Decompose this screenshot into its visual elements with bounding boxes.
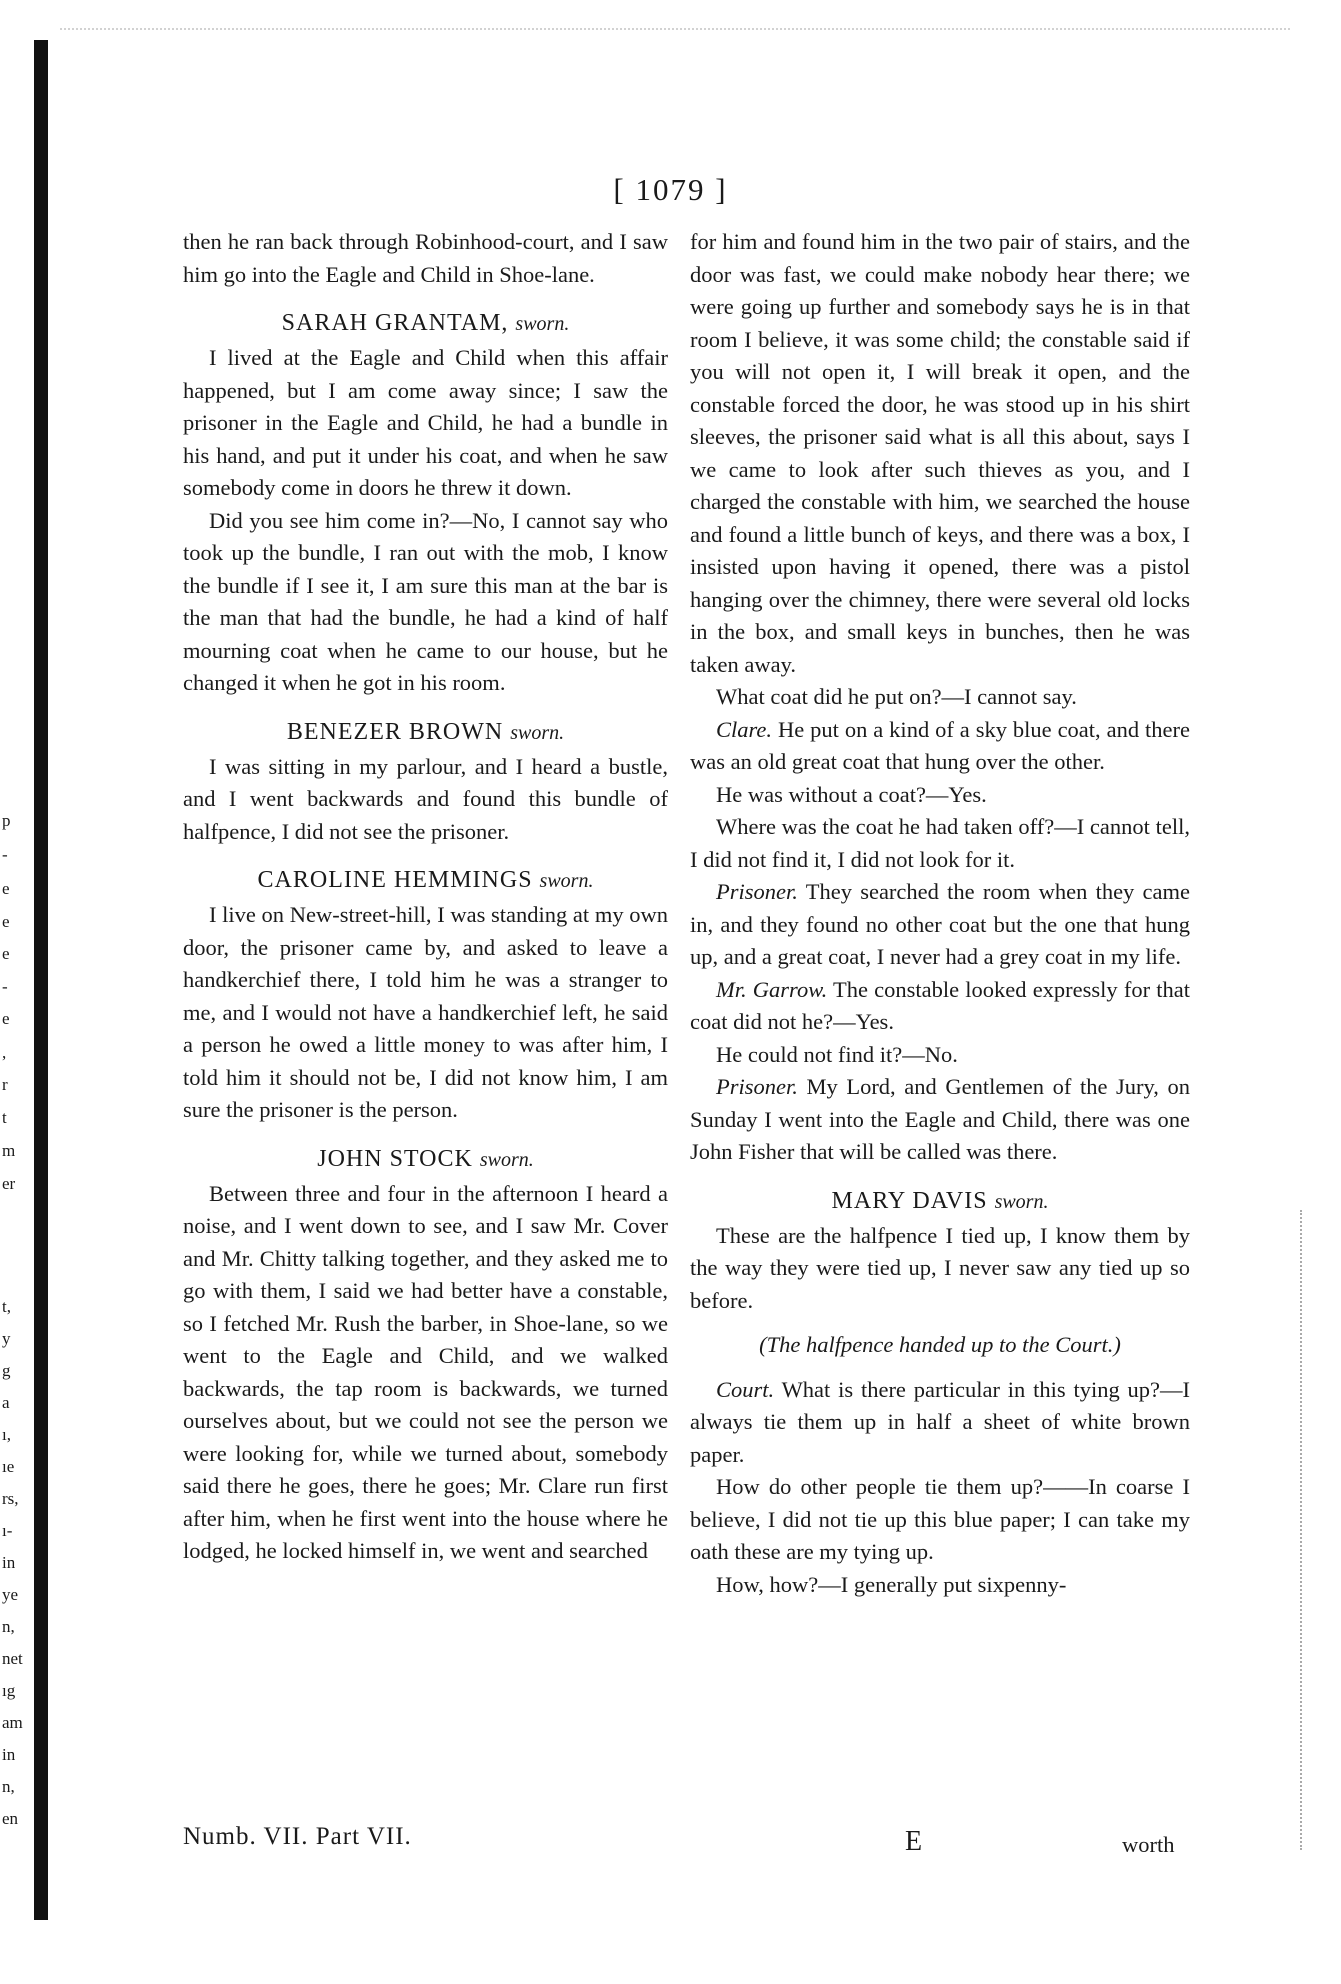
margin-fragment: , [2, 1043, 7, 1062]
paragraph-text: My Lord, and Gentlemen of the Jury, on Sunday I went into the Eagle and Child, there was one John Fisher that will be called was there. [690, 1074, 1191, 1164]
margin-fragment: t, [2, 1297, 11, 1316]
left-margin-fragments [0, 0, 30, 1984]
paragraph: He was without a coat?—Yes. [716, 781, 987, 807]
paragraph: for him and found him in the two pair of stairs, and the door was fast, we could make nobody hear there; we were going up further and somebody says he is in that room I believe, it was some child; the constable said if you will not open it, I will break it open, and the constable forced the door, he was stood up in his shirt sleeves, the prisoner said what is all this about, says I we came to look after such thieves as you, and I charged the constable with him, we searched the house and found a little bunch of keys, and there was a box, I insisted upon having it opened, there was a pistol hanging over the chimney, there were several old locks in the box, and small keys in bunches, then he was taken away. [690, 229, 1190, 677]
left-column [183, 226, 668, 1568]
witness-heading [690, 1185, 1190, 1218]
margin-fragment: t [2, 1108, 7, 1127]
witness-name: BENEZER BROWN [286, 718, 504, 745]
paragraph: Between three and four in the afternoon I heard a noise, and I went down to see, and I saw Mr. Cover and Mr. Chitty talking together, and they asked me to go with them, I said we had better have a constable, so I fetched Mr. Rush the barber, in Shoe-lane, so we went to the Eagle and Child, and we walked backwards, the tap room is backwards, we turned ourselves about, but we could not see the person we were looking for, while we turned about, somebody said there he goes, there he goes; Mr. Clare run first after him, when he first went into the house where he lodged, he locked himself in, we went and searched [183, 1180, 668, 1563]
paragraph [690, 714, 1190, 779]
paragraph: He could not find it?—No. [716, 1041, 958, 1067]
paragraph: then he ran back through Robinhood-court, and I saw him go into the Eagle and Child in Shoe-lane. [183, 229, 668, 287]
court-note: (The halfpence handed up to the Court.) [759, 1332, 1121, 1357]
paragraph: What coat did he put on?—I cannot say. [716, 684, 1077, 709]
margin-fragment: en [2, 1809, 19, 1828]
oath-label: sworn. [515, 313, 570, 335]
paragraph: Did you see him come in?—No, I cannot say who took up the bundle, I ran out with the mob, I know the bundle if I see it, I am sure this man at the bar is the man that had the bundle, he had a kind of half mourning coat when he came to our house, but he changed it when he got in his room. [183, 507, 668, 695]
paragraph: I was sitting in my parlour, and I heard a bustle, and I went backwards and found this bundle of halfpence, I did not see the prisoner. [183, 753, 668, 844]
margin-fragment: n, [2, 1617, 15, 1636]
witness-heading [183, 307, 668, 340]
margin-fragment: n, [2, 1777, 15, 1796]
oath-label: sworn. [539, 870, 594, 892]
margin-fragment: er [2, 1174, 16, 1193]
witness-name: CAROLINE HEMMINGS [257, 867, 533, 893]
margin-fragment: r [2, 1075, 8, 1094]
speaker-label: Prisoner. [716, 879, 798, 904]
paragraph-text: They searched the room when they came in, and they found no other coat but the one that hung up, and a great coat, I never had a grey coat in my life. [690, 879, 1191, 969]
witness-heading [183, 1143, 668, 1176]
right-edge-noise [1300, 1210, 1302, 1850]
margin-fragment: - [2, 977, 8, 996]
paragraph-text: What is there particular in this tying up?—I always tie them up in half a sheet of white brown paper. [690, 1376, 1190, 1467]
paragraph: I lived at the Eagle and Child when this affair happened, but I am come away since; I saw the prisoner in the Eagle and Child, he had a bundle in his hand, and put it under his coat, and when he saw somebody come in doors he threw it down. [183, 345, 668, 500]
margin-fragment: ıg [2, 1681, 16, 1700]
paragraph: These are the halfpence I tied up, I know them by the way they were tied up, I never saw any tied up so before. [690, 1222, 1190, 1313]
oath-label: sworn. [994, 1190, 1049, 1213]
oath-label: sworn. [510, 721, 565, 744]
margin-fragment: g [2, 1361, 11, 1380]
paragraph [690, 1374, 1190, 1472]
paragraph-text: He put on a kind of a sky blue coat, and there was an old great coat that hung over the other. [690, 716, 1190, 774]
witness-heading [183, 864, 668, 897]
paragraph: How do other people tie them up?——In coarse I believe, I did not tie up this blue paper; I can take my oath these are my tying up. [690, 1474, 1190, 1564]
witness-name: JOHN STOCK [317, 1145, 473, 1172]
margin-fragment: rs, [2, 1489, 19, 1508]
paragraph: Where was the coat he had taken off?—I cannot tell, I did not find it, I did not look for it. [690, 814, 1190, 872]
paragraph: I live on New-street-hill, I was standing at my own door, the prisoner came by, and asked to leave a handkerchief there, I told him he was a stranger to me, and I would not have a handkerchief left, he said a person he owed a little money to was after him, I told him it should not be, I did not know him, I am sure the prisoner is the person. [183, 902, 668, 1122]
paragraph-text: The constable looked expressly for that coat did not he?—Yes. [690, 976, 1191, 1034]
margin-fragment: ı, [2, 1425, 11, 1444]
paragraph [690, 1071, 1190, 1169]
margin-fragment: ye [2, 1585, 19, 1604]
margin-fragment: e [2, 912, 10, 931]
signature-mark: E [905, 1826, 923, 1857]
paragraph [690, 876, 1190, 974]
margin-fragment: e [2, 879, 10, 898]
margin-fragment: am [2, 1713, 23, 1732]
margin-fragment: e [2, 1009, 10, 1028]
margin-fragment: in [2, 1745, 16, 1764]
right-column [690, 226, 1190, 1601]
margin-fragment: p [2, 811, 11, 830]
margin-fragment: net [2, 1649, 23, 1668]
margin-fragment: ı- [2, 1521, 13, 1540]
witness-name: MARY DAVIS [831, 1187, 988, 1214]
speaker-label: Court. [716, 1376, 775, 1402]
page-number: [ 1079 ] [613, 172, 728, 207]
speaker-label: Mr. Garrow. [716, 976, 828, 1002]
binding-edge [34, 40, 48, 1920]
speaker-label: Prisoner. [716, 1074, 798, 1099]
margin-fragment: e [2, 944, 10, 963]
speaker-label: Clare. [716, 716, 773, 742]
paragraph [690, 974, 1190, 1039]
margin-fragment: in [2, 1553, 16, 1572]
paragraph: How, how?—I generally put sixpenny- [716, 1571, 1067, 1597]
margin-fragment: a [2, 1393, 10, 1412]
margin-fragment: ıe [2, 1457, 15, 1476]
top-edge-noise [60, 28, 1290, 50]
footer-part-label: Numb. VII. Part VII. [183, 1823, 412, 1850]
margin-fragment: m [2, 1141, 16, 1160]
witness-name: SARAH GRANTAM, [281, 310, 509, 336]
catchword: worth [1122, 1832, 1175, 1857]
witness-heading [183, 716, 668, 749]
margin-fragment: - [2, 845, 8, 864]
margin-fragment: y [2, 1329, 11, 1348]
oath-label: sworn. [479, 1148, 534, 1171]
